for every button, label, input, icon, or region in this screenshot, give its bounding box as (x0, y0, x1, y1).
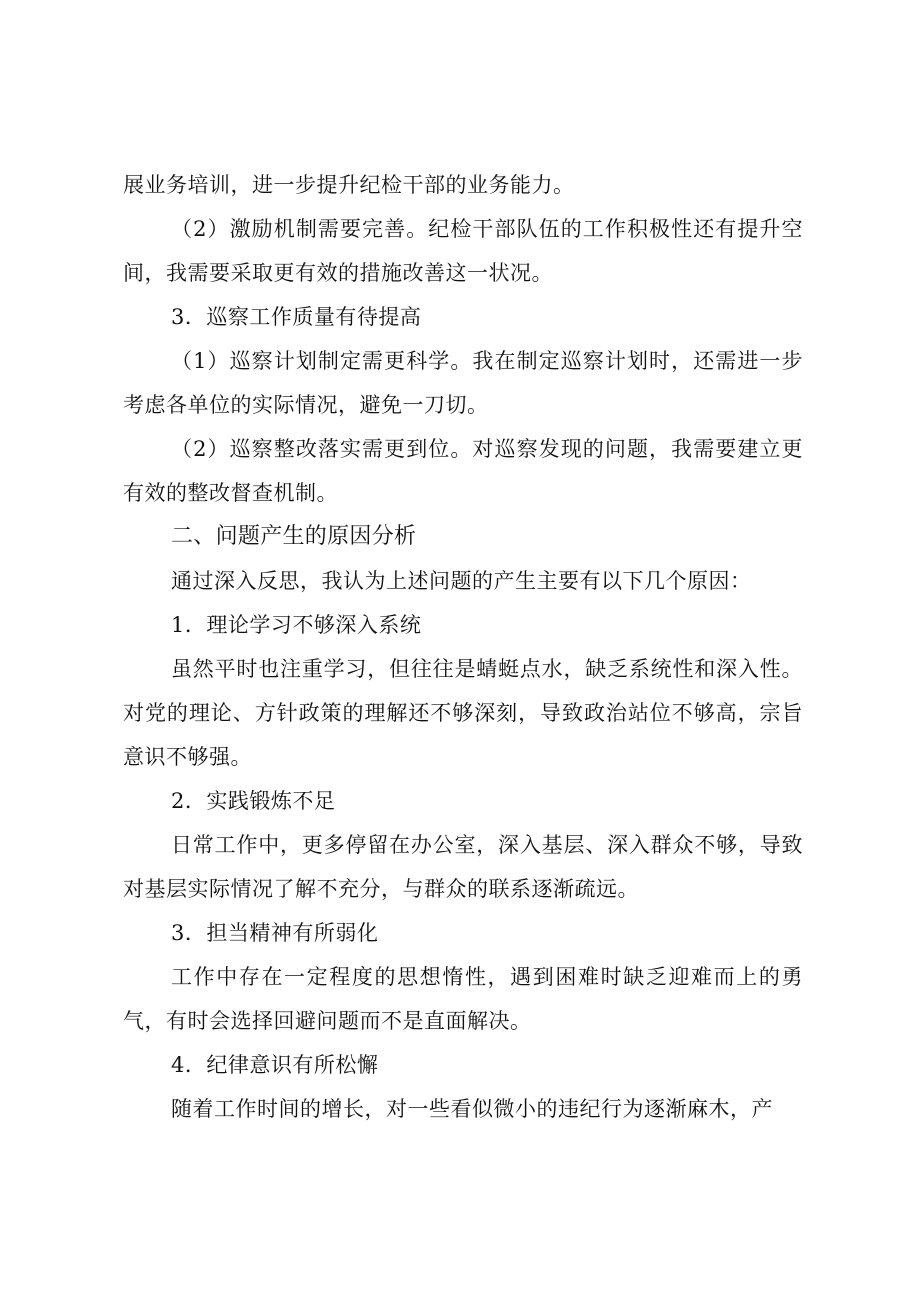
subheading-discipline: 4．纪律意识有所松懈 (171, 1053, 379, 1077)
section-heading-cause-analysis: 二、问题产生的原因分析 (171, 524, 417, 549)
subheading-inspection-quality: 3．巡察工作质量有待提高 (171, 305, 422, 329)
paragraph-incentive-mechanism: （2）激励机制需要完善。纪检干部队伍的工作积极性还有提升空间，我需要采取更有效的措施改善这一状况。 (123, 217, 803, 285)
paragraph-reflection-intro: 通过深入反思，我认为上述问题的产生主要有以下几个原因： (171, 569, 752, 593)
subheading-practice: 2．实践锻炼不足 (171, 789, 336, 813)
paragraph-discipline: 随着工作时间的增长，对一些看似微小的违纪行为逐渐麻木，产 (171, 1097, 773, 1121)
document-body (123, 163, 803, 1131)
paragraph-inspection-plan: （1）巡察计划制定需更科学。我在制定巡察计划时，还需进一步考虑各单位的实际情况，避免一刀切。 (123, 349, 803, 417)
subheading-theory-study: 1．理论学习不够深入系统 (171, 613, 422, 637)
paragraph-practice: 日常工作中，更多停留在办公室，深入基层、深入群众不够，导致对基层实际情况了解不充分，与群众的联系逐渐疏远。 (123, 833, 803, 901)
subheading-responsibility: 3．担当精神有所弱化 (171, 921, 379, 945)
paragraph-continuation: 展业务培训，进一步提升纪检干部的业务能力。 (123, 173, 575, 197)
paragraph-inspection-rectification: （2）巡察整改落实需更到位。对巡察发现的问题，我需要建立更有效的整改督查机制。 (123, 437, 803, 505)
paragraph-responsibility: 工作中存在一定程度的思想惰性，遇到困难时缺乏迎难而上的勇气，有时会选择回避问题而不是直面解决。 (123, 965, 803, 1033)
paragraph-theory-study: 虽然平时也注重学习，但往往是蜻蜓点水，缺乏系统性和深入性。对党的理论、方针政策的理解还不够深刻，导致政治站位不够高，宗旨意识不够强。 (123, 657, 803, 769)
